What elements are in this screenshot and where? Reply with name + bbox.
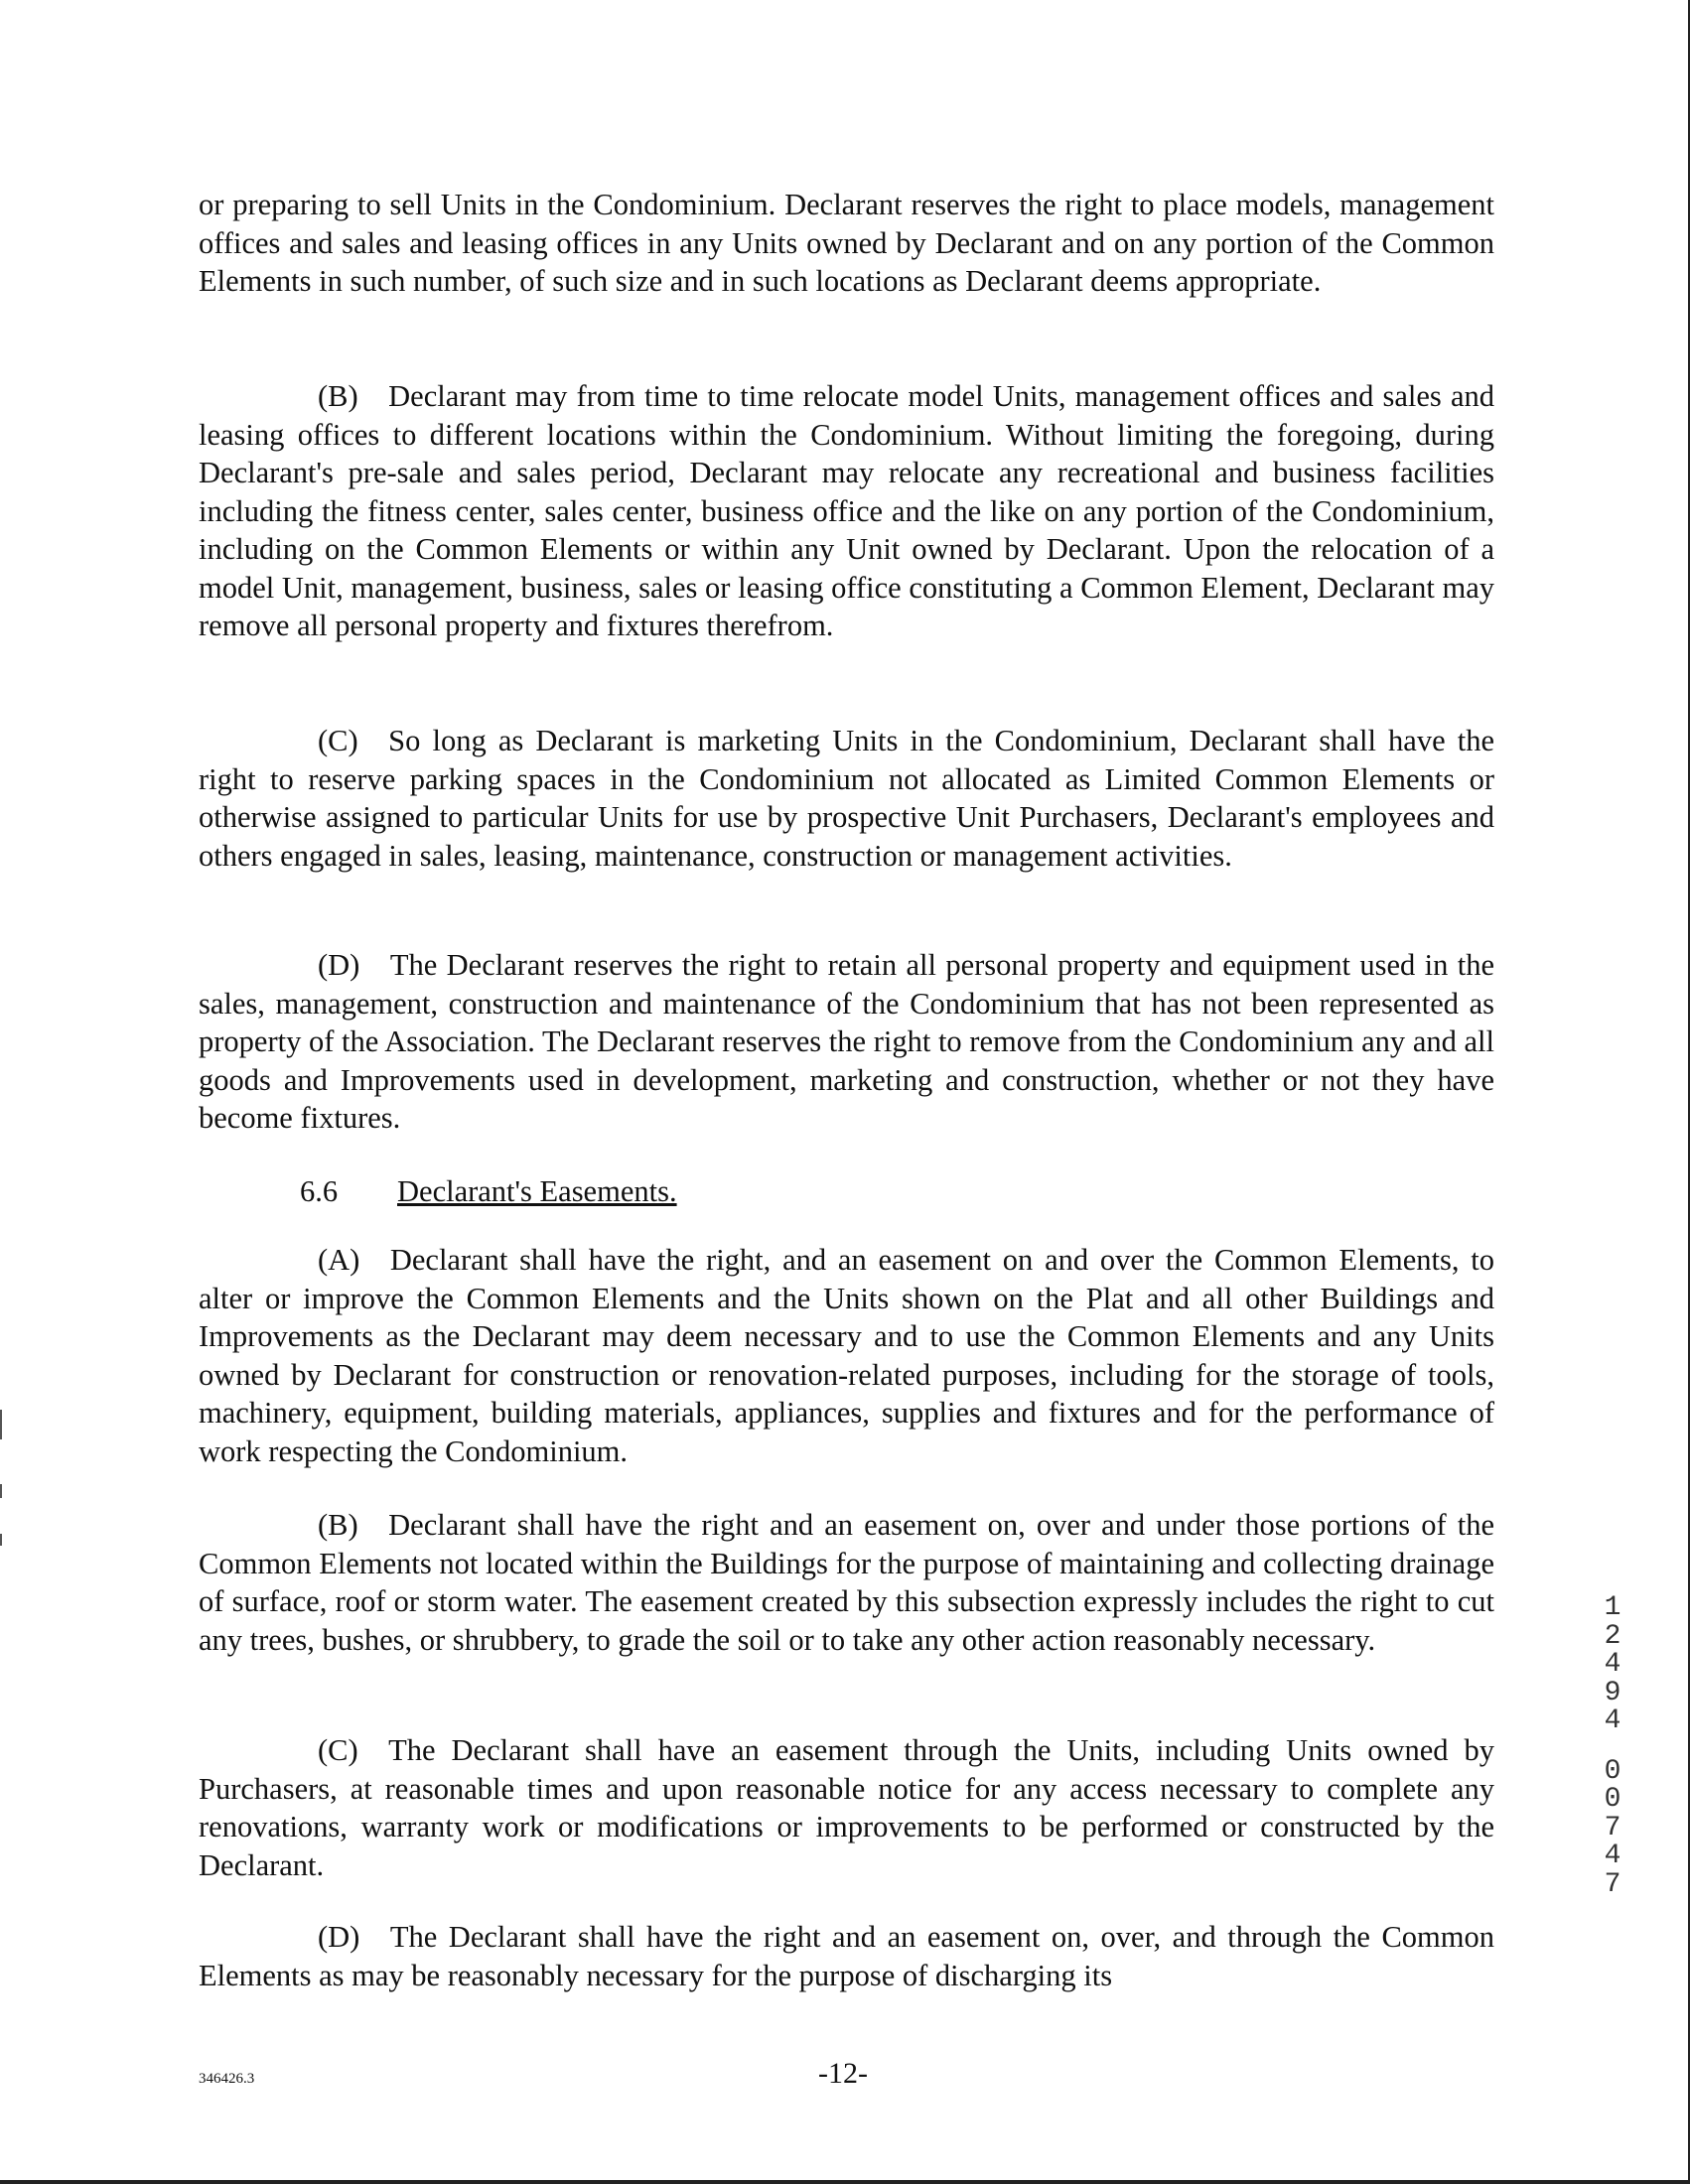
- scan-edge-mark: [0, 1534, 2, 1546]
- paragraph-text: (A) Declarant shall have the right, and an easement on and over the Common Elements, to alter or improve the Common Elements and the Units shown on the Plat and all other Buildings and Improvements as the Declarant may deem necessary and to use the Common Elements and any Units owned by Declarant for construction or renovation-related purposes, including for the storage of tools, machinery, equipment, building materials, appliances, supplies and fixtures and for the performance of work respecting the Condominium.: [199, 1243, 1494, 1468]
- paragraph-6-6-b: [199, 1506, 1494, 1659]
- stamp-digit: 4: [1604, 1649, 1621, 1680]
- paragraph-6-5-d: [199, 946, 1494, 1138]
- scan-edge-mark: [0, 1410, 2, 1439]
- section-heading: [300, 1172, 677, 1211]
- scan-edge-mark: [0, 1484, 2, 1498]
- paragraph-text: (D) The Declarant reserves the right to retain all personal property and equipment used in the sales, management, construction and maintenance of the Condominium that has not been represented as property of the Association. The Declarant reserves the right to remove from the Condominium any and all goods and Improvements used in development, marketing and construction, whether or not they have become fixtures.: [199, 948, 1494, 1135]
- stamp-digit: 4: [1604, 1706, 1621, 1736]
- paragraph-text: (D) The Declarant shall have the right and an easement on, over, and through the Common Elements as may be reasonably necessary for the purpose of discharging its: [199, 1920, 1494, 1992]
- stamp-digit: 1: [1604, 1592, 1621, 1623]
- paragraph-text: (B) Declarant may from time to time relocate model Units, management offices and sales and leasing offices to different locations within the Condominium. Without limiting the foregoing, during Declarant's pre-sale and sales period, Declarant may relocate any recreational and business facilities including the fitness center, sales center, business office and the like on any portion of the Condominium, including on the Common Elements or within any Unit owned by Declarant. Upon the relocation of a model Unit, management, business, sales or leasing office constituting a Common Element, Declarant may remove all personal property and fixtures therefrom.: [199, 379, 1494, 642]
- stamp-digit: 9: [1604, 1677, 1621, 1708]
- stamp-digit: 7: [1604, 1812, 1621, 1843]
- page-number: -12-: [818, 2057, 868, 2090]
- paragraph-6-6-c: [199, 1731, 1494, 1884]
- section-title: Declarant's Easements.: [397, 1174, 677, 1208]
- paragraph-6-6-d: [199, 1918, 1494, 1994]
- paragraph-text: or preparing to sell Units in the Condominium. Declarant reserves the right to place models, management offices and sales and leasing offices in any Units owned by Declarant and on any portion of the Common Elements in such number, of such size and in such locations as Declarant deems appropriate.: [199, 188, 1494, 298]
- paragraph-6-6-a: [199, 1241, 1494, 1470]
- paragraph-continuation: [199, 186, 1494, 301]
- paragraph-text: (C) So long as Declarant is marketing Units in the Condominium, Declarant shall have the right to reserve parking spaces in the Condominium not allocated as Limited Common Elements or otherwise assigned to particular Units for use by prospective Unit Purchasers, Declarant's employees and others engaged in sales, leasing, maintenance, construction or management activities.: [199, 724, 1494, 873]
- paragraph-6-5-c: [199, 722, 1494, 875]
- recording-stamp: [1601, 1594, 1624, 1899]
- document-id: 346426.3: [199, 2071, 255, 2087]
- section-number: 6.6: [300, 1174, 339, 1208]
- stamp-digit: 0: [1604, 1784, 1621, 1815]
- scan-edge-bottom: [0, 2180, 1690, 2184]
- stamp-gap: [1601, 1736, 1624, 1758]
- stamp-digit: 7: [1604, 1868, 1621, 1900]
- paragraph-6-5-b: [199, 377, 1494, 645]
- stamp-digit: 0: [1604, 1755, 1621, 1787]
- paragraph-text: (C) The Declarant shall have an easement through the Units, including Units owned by Purchasers, at reasonable times and upon reasonable notice for any access necessary to complete any renovations, warranty work or modifications or improvements to be performed or constructed by the Declarant.: [199, 1733, 1494, 1882]
- paragraph-text: (B) Declarant shall have the right and an easement on, over and under those portions of the Common Elements not located within the Buildings for the purpose of maintaining and collecting drainage of surface, roof or storm water. The easement created by this subsection expressly includes the right to cut any trees, bushes, or shrubbery, to grade the soil or to take any other action reasonably necessary.: [199, 1508, 1494, 1657]
- stamp-digit: 2: [1604, 1620, 1621, 1652]
- stamp-digit: 4: [1604, 1841, 1621, 1871]
